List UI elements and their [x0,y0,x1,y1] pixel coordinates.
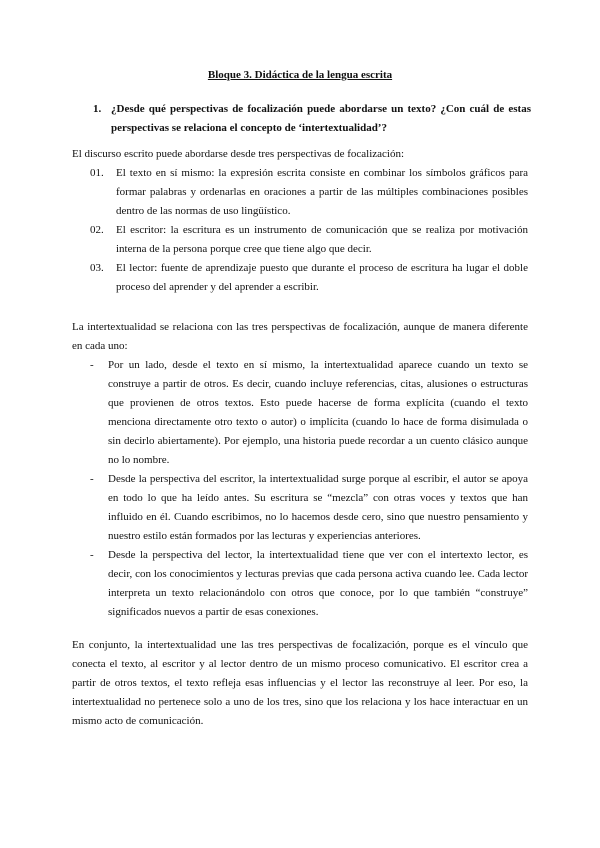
list-marker: 02. [90,224,104,236]
question-number: 1. [93,103,102,115]
bullet-marker: - [90,549,94,561]
list-item [72,356,528,470]
bullet-marker: - [90,473,94,485]
list-item [72,546,528,622]
list-marker: 01. [90,167,104,179]
perspectives-list [72,164,528,297]
intertextuality-intro-paragraph: La intertextualidad se relaciona con las tres perspectivas de focalización, aunque de manera diferente en cada uno: [72,321,528,352]
list-item [72,470,528,546]
document-title: Bloque 3. Didáctica de la lengua escrita [207,69,393,81]
list-item-text: El escritor: la escritura es un instrumento de comunicación que se realiza por motivación interna de la persona porque cree que tiene algo que decir. [116,224,528,255]
list-item [72,164,528,221]
bullet-marker: - [90,359,94,371]
question-text: ¿Desde qué perspectivas de focalización puede abordarse un texto? ¿Con cuál de estas perspectivas se relaciona el concepto de ‘intertextualidad’? [111,103,531,134]
list-item-text: Desde la perspectiva del lector, la intertextualidad tiene que ver con el intertexto lector, es decir, con los conocimientos y lecturas previas que cada persona activa cuando lee. Cada lector interpreta un texto relacionándolo con otros que conoce, por lo que también “construye” significados nuevos a partir de esas conexiones. [108,549,528,618]
conclusion-paragraph: En conjunto, la intertextualidad une las tres perspectivas de focalización, porque es el vínculo que conecta el texto, al escritor y al lector dentro de un mismo proceso comunicativo. El escritor crea a partir de otros textos, el texto refleja esas influencias y el lector las reconstruye al leer. Por eso, la intertextualidad no pertenece solo a uno de los tres, sino que los relaciona y los hace interactuar en un mismo acto de comunicación. [72,639,528,727]
intro-paragraph: El discurso escrito puede abordarse desde tres perspectivas de focalización: [72,148,405,160]
list-item [72,259,528,297]
intertextuality-bullets [72,356,528,622]
list-item [72,221,528,259]
list-marker: 03. [90,262,104,274]
list-item-text: Por un lado, desde el texto en sí mismo, la intertextualidad aparece cuando un texto se construye a partir de otros. Es decir, cuando incluye referencias, citas, alusiones o estructuras que provienen de otros textos. Esto puede hacerse de forma explícita (cuando el texto menciona directamente otro texto o autor) o implícita (cuando lo hace de forma disimulada o sin decirlo abiertamente). Por ejemplo, una historia puede recordar a un cuento clásico aunque no lo nombre. [108,359,528,466]
list-item-text: El lector: fuente de aprendizaje puesto que durante el proceso de escritura ha lugar el doble proceso del aprender y del aprender a escribir. [116,262,528,293]
list-item-text: Desde la perspectiva del escritor, la intertextualidad surge porque al escribir, el autor se apoya en todo lo que ha leído antes. Su escritura se “mezcla” con otras voces y textos que han influido en él. Cuando escribimos, no lo hacemos desde cero, sino que nuestro pensamiento y nuestro estilo están formados por las lecturas y experiencias anteriores. [108,473,528,542]
list-item-text: El texto en sí mismo: la expresión escrita consiste en combinar los símbolos gráficos para formar palabras y ordenarlas en oraciones a partir de las múltiples combinaciones posibles dentro de las normas de uso lingüístico. [116,167,528,217]
